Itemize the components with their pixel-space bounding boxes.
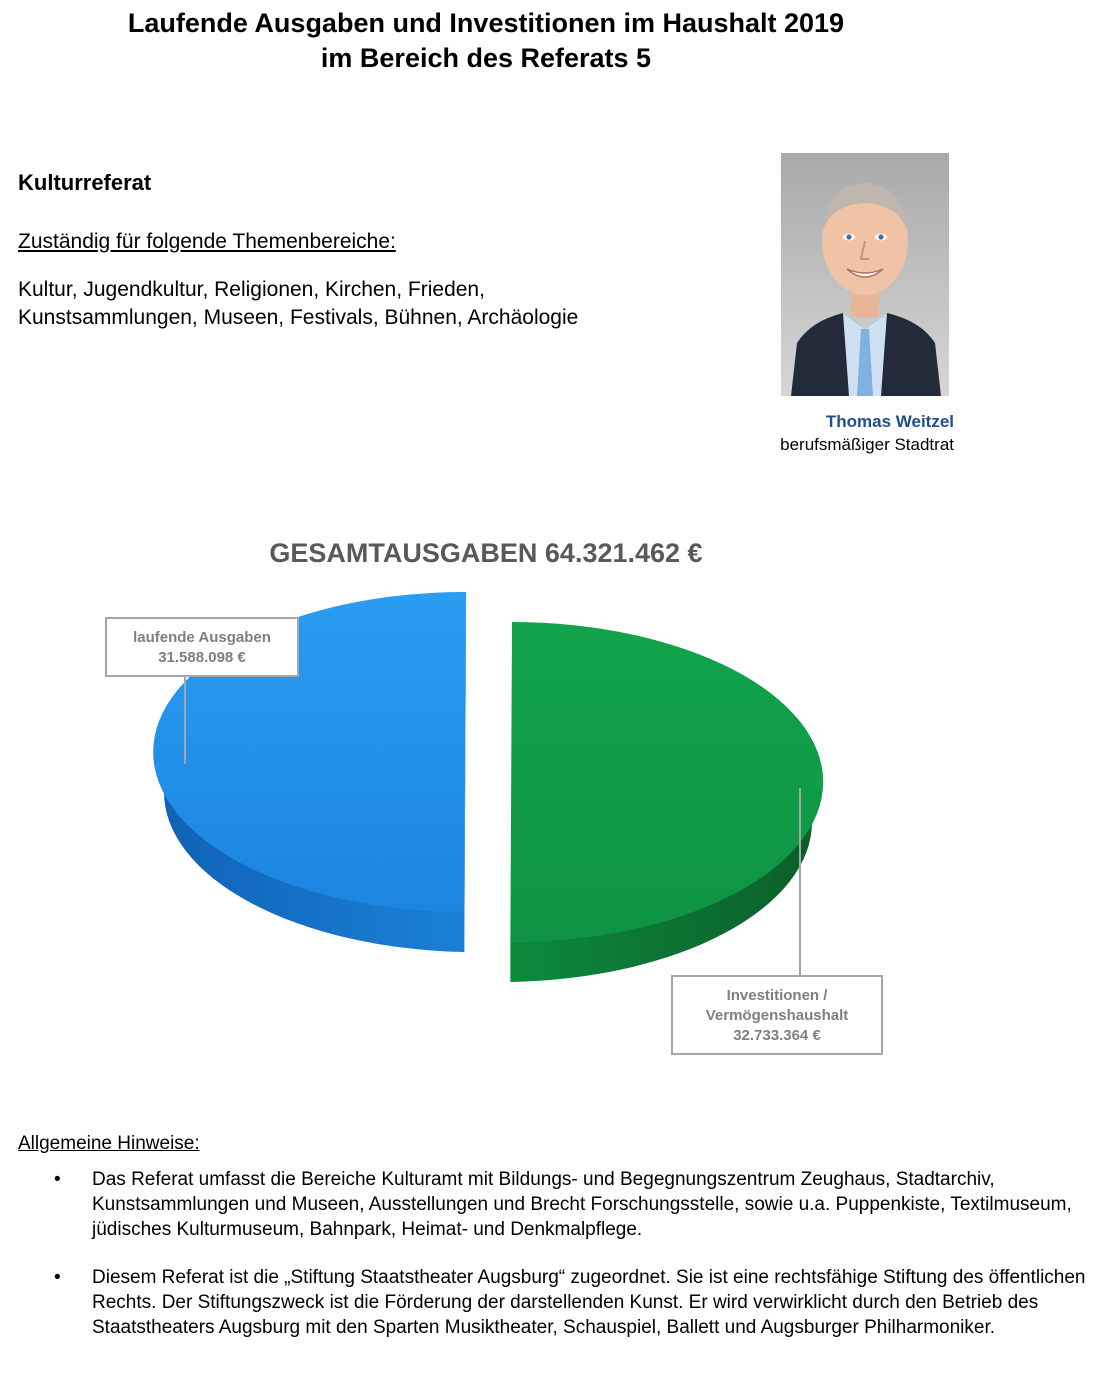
list-item (48, 1167, 1088, 1242)
portrait-photo (781, 153, 949, 396)
data-label-text: laufende Ausgaben (133, 629, 271, 646)
topics-text: Kultur, Jugendkultur, Religionen, Kirchen, Frieden, Kunstsammlungen, Museen, Festivals, Bühnen, Archäologie (18, 278, 579, 329)
data-label-text: Vermögenshaushalt (705, 1007, 849, 1024)
document-title-line-1: Laufende Ausgaben und Investitionen im Haushalt 2019 (127, 8, 845, 38)
data-label-text: 32.733.364 € (733, 1027, 821, 1044)
data-label-text: Investitionen / (726, 987, 828, 1004)
document-title-line-2: im Bereich des Referats 5 (320, 43, 652, 73)
note-text: Das Referat umfasst die Bereiche Kulturamt mit Bildungs- und Begegnungszentrum Zeughaus, Stadtarchiv, Kunstsammlungen und Museen, Ausstellungen und Brecht Forschungsstelle, sowie u.a. Puppenkiste, Textilmuseum, jüdisches Kulturmuseum, Bahnpark, Heimat- und Denkmalpflege. (92, 1169, 1072, 1240)
bullet-icon: • (54, 1267, 61, 1288)
person-role: berufsmäßiger Stadtrat (780, 435, 954, 454)
data-label-box (106, 618, 298, 676)
topics-label: Zuständig für folgende Themenbereiche: (18, 230, 396, 253)
person-name: Thomas Weitzel (825, 412, 954, 431)
notes-list (48, 1167, 1088, 1363)
list-item (48, 1265, 1088, 1340)
pie-chart-svg (90, 520, 920, 1080)
bullet-icon: • (54, 1169, 61, 1190)
department-heading: Kulturreferat (18, 170, 152, 195)
chart-title: GESAMTAUSGABEN 64.321.462 € (269, 538, 703, 568)
note-text: Diesem Referat ist die „Stiftung Staatstheater Augsburg“ zugeordnet. Sie ist eine rechtsfähige Stiftung des öffentlichen Rechts. Der Stiftungszweck ist die Förderung der darstellenden Kunst. Er wird verwirklicht durch den Betrieb des Staatstheaters Augsburg mit den Sparten Musiktheater, Schauspiel, Ballett und Augsburger Philharmoniker. (92, 1267, 1086, 1338)
data-label-text: 31.588.098 € (158, 649, 246, 666)
notes-label: Allgemeine Hinweise: (18, 1133, 200, 1154)
expenditure-pie-chart (90, 520, 920, 1080)
document-title (0, 6, 972, 76)
